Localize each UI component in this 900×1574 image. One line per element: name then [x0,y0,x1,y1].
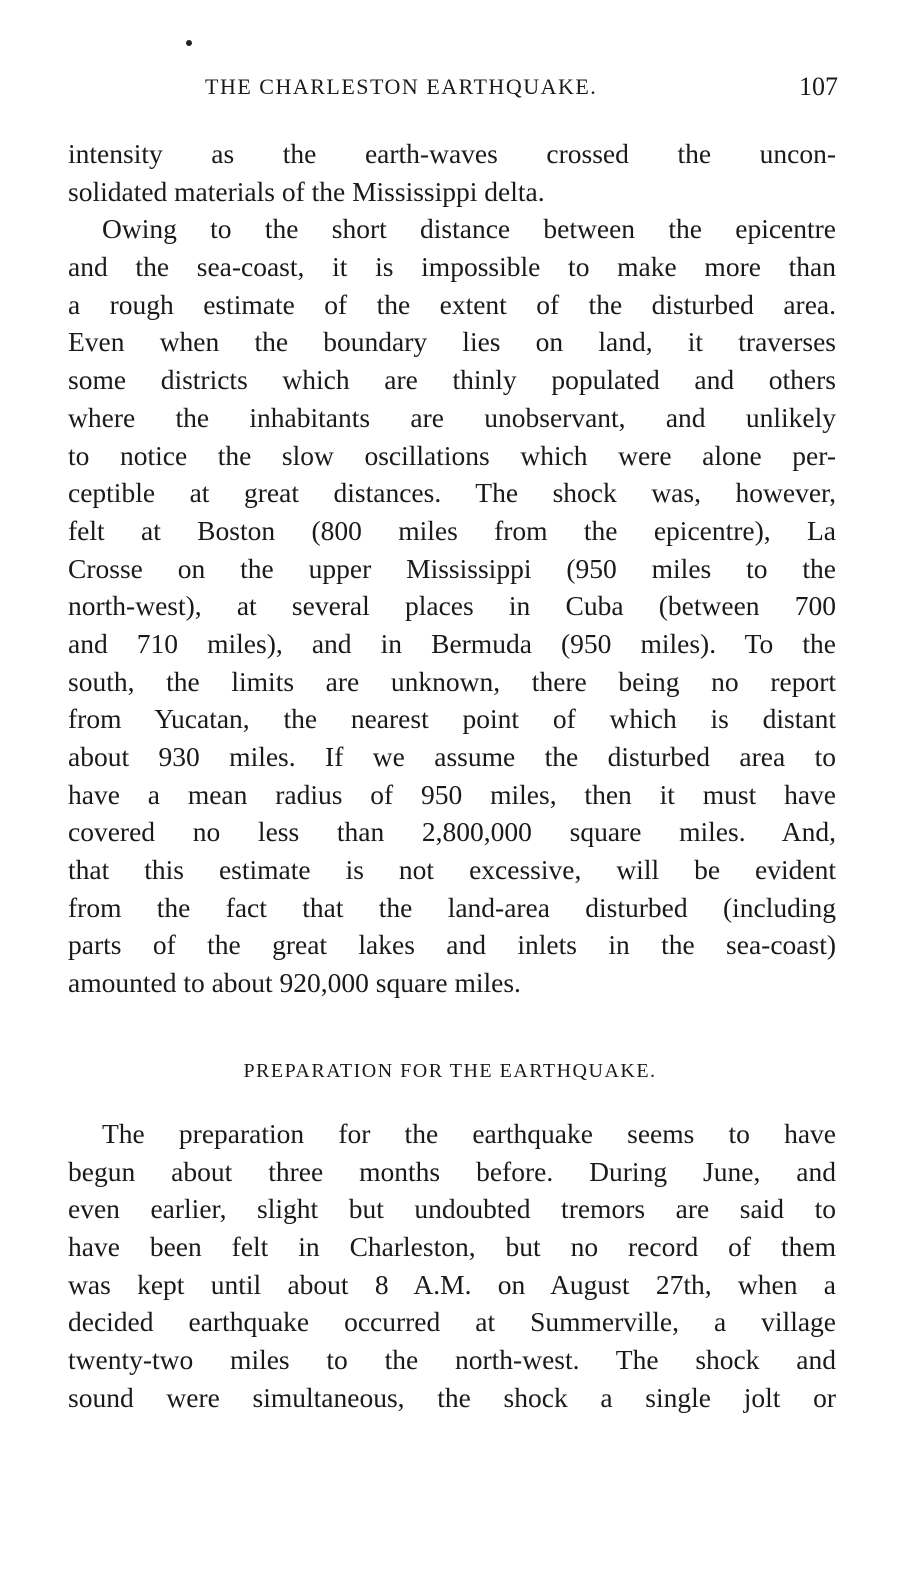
section-body-text [68,1115,836,1417]
text-line: ceptible at great distances. The shock was, however, [68,477,836,509]
text-line: and the sea-coast, it is impossible to make more than [68,251,836,283]
text-line: intensity as the earth-waves crossed the uncon- [68,138,836,169]
text-line: twenty-two miles to the north-west. The shock and [68,1344,836,1376]
text-line: from Yucatan, the nearest point of which is distant [68,703,836,735]
text-line: south, the limits are unknown, there being no report [68,665,836,697]
text-line: to notice the slow oscillations which were alone per- [68,439,836,471]
text-line: about 930 miles. If we assume the disturbed area to [68,741,836,772]
text-line: begun about three months before. During June, and [68,1155,836,1187]
text-line: some districts which are thinly populated and others [68,364,836,396]
section-heading: PREPARATION FOR THE EARTHQUAKE. [243,1060,657,1082]
text-line: from the fact that the land-area disturbed (including [68,891,836,923]
text-line: was kept until about 8 A.M. on August 27th, when a [68,1268,836,1300]
text-line: north-west), at several places in Cuba (between 700 [68,590,836,622]
text-line: Crosse on the upper Mississippi (950 miles to the [68,552,836,584]
running-header [205,74,838,108]
text-line: The preparation for the earthquake seems to have [102,1118,836,1149]
ink-speck [186,40,192,46]
text-line: and 710 miles), and in Bermuda (950 miles). To the [68,627,836,659]
text-line: that this estimate is not excessive, will be evident [68,854,836,886]
text-line: covered no less than 2,800,000 square miles. And, [68,816,836,848]
text-line: solidated materials of the Mississippi delta. [68,175,545,207]
text-line: a rough estimate of the extent of the disturbed area. [68,288,836,320]
text-line: have been felt in Charleston, but no record of them [68,1231,836,1263]
text-line: felt at Boston (800 miles from the epicentre), La [68,514,836,546]
text-line: Owing to the short distance between the epicentre [102,213,836,245]
text-line: decided earthquake occurred at Summerville, a village [68,1306,836,1338]
text-line: sound were simultaneous, the shock a single jolt or [68,1381,836,1413]
text-line: have a mean radius of 950 miles, then it must have [68,778,836,810]
text-line: Even when the boundary lies on land, it traverses [68,326,836,358]
text-line: even earlier, slight but undoubted tremors are said to [68,1193,836,1225]
running-title: THE CHARLESTON EARTHQUAKE. [205,74,598,99]
text-line: amounted to about 920,000 square miles. [68,967,521,999]
page-number: 107 [799,72,838,101]
text-line: parts of the great lakes and inlets in the sea-coast) [68,929,836,961]
body-text [68,135,836,1002]
text-line: where the inhabitants are unobservant, and unlikely [68,401,836,433]
